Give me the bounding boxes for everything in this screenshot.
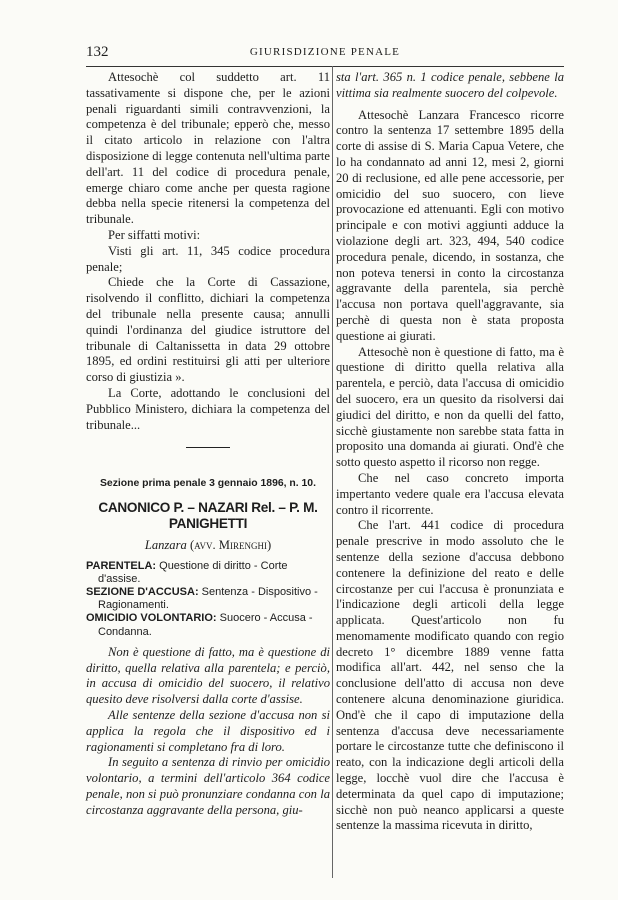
paragraph: Attesochè non è questione di fatto, ma è questione di diritto quella relativa alla parentela, e perciò, data l'accusa di omicidio del suocero, era un quesito da risolversi dai giudici del diritto, e non da quelli del fatto, sicchè giustamente non sarebbe stata fatta in proposito una domanda ai giurati. Ond'è che sotto questo aspetto il ricorso non regge.	[336, 344, 564, 470]
paragraph: La Corte, adottando le conclusioni del Pubblico Ministero, dichiara la competenza del tribunale...	[86, 385, 330, 432]
paragraph: Attesochè Lanzara Francesco ricorre contro la sentenza 17 settembre 1895 della corte di assise di S. Maria Capua Vetere, che lo ha condannato ad anni 12, mesi 2, giorni 20 di reclusione, ed alle pene accessorie, per omicidio del suo suocero, con lieve provocazione ed attenuanti. Egli con motivo principale e con motivi aggiunti adduce la violazione degli art. 323, 494, 540 codice procedura penale, dicendo, in sostanza, che non poteva tenersi in conto la circostanza aggravante della parentela, sia perchè l'accusa non portava quell'aggravante, sia perchè di questa non è stata proposta questione ai giurati.	[336, 107, 564, 343]
keyword-text: Questione di diritto - Corte d'assise.	[98, 559, 288, 585]
maxim: Alle sentenze della sezione d'accusa non si applica la regola che il dispositivo ed i ragionamenti si completano fra di loro.	[86, 707, 330, 754]
paragraph: Visti gli art. 11, 345 codice procedura penale;	[86, 243, 330, 274]
paragraph: Attesochè col suddetto art. 11 tassativamente si dispone che, per le azioni penali riguardanti simili contravvenzioni, la competenza è del tribunale; epperò che, messo il citato articolo in relazione con l'altra disposizione di legge contenuta nell'ultima parte dell'art. 11 del codice di procedura penale, emerge chiaro come anche per questa ragione debba nella specie ritenersi la competenza del tribunale.	[86, 70, 330, 227]
section-heading: Sezione prima penale 3 gennaio 1896, n. 10.	[100, 478, 316, 490]
section-divider	[186, 447, 230, 448]
keyword-head: PARENTELA:	[86, 559, 157, 572]
paragraph: Che l'art. 441 codice di procedura penale prescrive in modo assoluto che le sentenze della sezione d'accusa debbono contenere la definizione del reato e delle circostanze per cui l'accusa è pronunziata e l'indicazione degli articoli della legge applicata. Quest'articolo non fu menomamente modificato quando con regio decreto 1° dicembre 1889 venne fatta modifica all'art. 442, nel senso che la conclusione dell'atto di accusa non deve contenere alcuna denominazione giuridica. Ond'è che il capo di imputazione della sentenza d'accusa deve necessariamente portare le circostanze tutte che definiscono il reato, con la indicazione degli articoli della legge, locchè vuol dire che l'accusa è determinata da quel capo di imputazione; sicchè non può neanco applicarsi a queste sentenze la massima ricevuta in diritto,	[336, 518, 564, 833]
running-title: GIURISDIZIONE PENALE	[249, 46, 401, 58]
paragraph: Per siffatti motivi:	[108, 227, 201, 242]
left-column	[86, 70, 330, 819]
keyword-entry	[86, 612, 330, 638]
case-name	[86, 538, 330, 554]
maxim-continued: sta l'art. 365 n. 1 codice penale, sebbene la vittima sia realmente suocero del colpevole.	[336, 70, 564, 100]
maxim: In seguito a sentenza di rinvio per omicidio volontario, a termini dell'articolo 364 codice penale, non si può pronunziare condanna con la circostanza aggravante della persona, giu-	[86, 755, 330, 817]
column-rule	[332, 66, 333, 878]
right-column	[336, 70, 564, 834]
keyword-entry	[86, 560, 330, 586]
paragraph: Chiede che la Corte di Cassazione, risolvendo il conflitto, dichiari la competenza del tribunale nella presente causa; annulli quindi l'ordinanza del giudice istruttore del tribunale di Caltanissetta in data 29 ottobre 1895, ed ordini restituirsi gli atti per ulteriore corso di giustizia ».	[86, 275, 330, 385]
keyword-head: SEZIONE D'ACCUSA:	[86, 585, 199, 598]
maxim: Non è questione di fatto, ma è questione di diritto, quella relativa alla parentela; e perciò, in accusa di omicidio del suocero, il relativo quesito deve risolversi dalla corte d'assise.	[86, 644, 330, 707]
lawyer-name: (avv. Mirenghi)	[189, 537, 272, 552]
header-rule	[86, 66, 564, 67]
page-number: 132	[86, 44, 109, 60]
defendant-name: Lanzara	[144, 537, 187, 552]
keyword-head: OMICIDIO VOLONTARIO:	[86, 612, 217, 625]
page-header	[86, 44, 564, 64]
case-parties: CANONICO P. – NAZARI Rel. – P. M. PANIGHETTI	[98, 500, 318, 531]
keyword-text: Suocero - Accusa - Condanna.	[98, 612, 313, 638]
keyword-entry	[86, 586, 330, 612]
keyword-text: Sentenza - Dispositivo - Ragionamenti.	[98, 585, 318, 612]
paragraph: Che nel caso concreto importa impertanto vedere quale era l'accusa elevata contro il ricorrente.	[336, 470, 564, 517]
